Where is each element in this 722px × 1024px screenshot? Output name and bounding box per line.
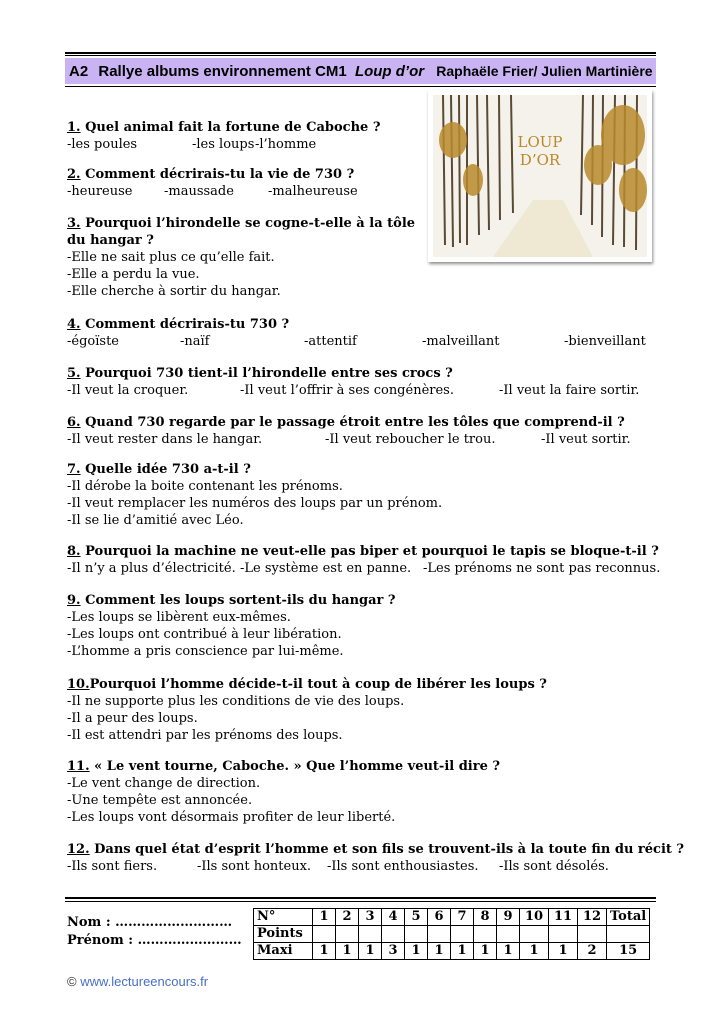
answer-option: -Il dérobe la boite contenant les prénoms. [67, 479, 343, 494]
table-cell: 1 [549, 943, 578, 960]
table-cell: 2 [578, 943, 607, 960]
answer-option: -Le vent change de direction. [67, 776, 261, 791]
table-cell: 1 [313, 909, 336, 926]
answer-option: -Ils sont enthousiastes. [327, 859, 479, 874]
question-number: 5. [67, 366, 81, 381]
question-number: 7. [67, 462, 81, 477]
table-cell: 1 [520, 943, 549, 960]
header-book-title: Loup d’or [354, 63, 425, 80]
student-identity [67, 914, 242, 950]
row-label: Points [254, 926, 313, 943]
answer-option: -Les loups ont contribué à leur libération. [67, 627, 342, 642]
question-6 [67, 414, 631, 448]
points-cell[interactable] [382, 926, 405, 943]
points-cell[interactable] [359, 926, 382, 943]
header-top-rule [65, 52, 656, 54]
table-cell: 6 [428, 909, 451, 926]
question-number: 11. [67, 759, 90, 774]
answer-option: -Il ne supporte plus les conditions de vie des loups. [67, 694, 405, 709]
answer-option: -Les prénoms ne sont pas reconnus. [423, 561, 661, 576]
points-cell[interactable] [313, 926, 336, 943]
table-cell: 7 [451, 909, 474, 926]
answer-option: -Une tempête est annoncée. [67, 793, 253, 808]
header-authors: Raphaële Frier/ Julien Martinière [436, 63, 653, 79]
answer-option: -malheureuse [268, 184, 358, 199]
question-text: Dans quel état d’esprit l’homme et son fils se trouvent-ils à la toute fin du récit ? [94, 842, 685, 857]
question-text: « Le vent tourne, Caboche. » Que l’homme veut-il dire ? [94, 759, 501, 774]
question-11 [67, 758, 500, 826]
table-cell: 3 [382, 943, 405, 960]
answer-option: -Il se lie d’amitié avec Léo. [67, 513, 244, 528]
answer-option: -les poules [67, 137, 138, 152]
answer-option: -Il veut la faire sortir. [499, 383, 640, 398]
answer-option: -attentif [304, 334, 357, 349]
points-cell[interactable] [520, 926, 549, 943]
question-9 [67, 592, 396, 660]
points-cell[interactable] [549, 926, 578, 943]
question-number: 9. [67, 593, 81, 608]
answer-option: -Il est attendri par les prénoms des loups. [67, 728, 343, 743]
table-cell: 1 [428, 943, 451, 960]
table-row [254, 926, 650, 943]
question-text: Quelle idée 730 a-t-il ? [85, 462, 251, 477]
question-4 [67, 316, 646, 350]
row-label: N° [254, 909, 313, 926]
answer-option: -Il a peur des loups. [67, 711, 198, 726]
question-2 [67, 166, 358, 200]
answer-option: -les loups [192, 137, 255, 152]
answer-option: -Il veut la croquer. [67, 383, 189, 398]
question-12 [67, 841, 684, 875]
answer-option: -Ils sont désolés. [499, 859, 609, 874]
score-table [253, 908, 650, 960]
row-label: Maxi [254, 943, 313, 960]
question-text-continued: du hangar ? [67, 233, 154, 248]
question-number: 10. [67, 677, 90, 692]
answer-option: -Il n’y a plus d’électricité. [67, 561, 236, 576]
question-5 [67, 365, 640, 399]
table-cell: 1 [359, 943, 382, 960]
answer-option: -égoïste [67, 334, 119, 349]
header-top-rule-thin [65, 55, 656, 56]
question-text: Pourquoi l’homme décide-t-il tout à coup de libérer les loups ? [89, 677, 547, 692]
points-cell[interactable] [336, 926, 359, 943]
question-text: Quand 730 regarde par le passage étroit entre les tôles que comprend-il ? [85, 415, 625, 430]
question-text: Pourquoi l’hirondelle se cogne-t-elle à la tôle [85, 216, 416, 231]
table-cell: 11 [549, 909, 578, 926]
question-number: 12. [67, 842, 90, 857]
answer-option: -Les loups se libèrent eux-mêmes. [67, 610, 291, 625]
answer-option: -maussade [164, 184, 234, 199]
question-text: Comment les loups sortent-ils du hangar ? [85, 593, 396, 608]
answer-option: -L’homme a pris conscience par lui-même. [67, 644, 344, 659]
question-3 [67, 215, 415, 300]
header-bar [65, 58, 656, 84]
answer-option: -Ils sont fiers. [67, 859, 158, 874]
table-cell: 1 [313, 943, 336, 960]
points-cell[interactable] [405, 926, 428, 943]
table-cell: 8 [474, 909, 497, 926]
answer-option: -heureuse [67, 184, 133, 199]
table-cell: 5 [405, 909, 428, 926]
answer-option: -Il veut remplacer les numéros des loups par un prénom. [67, 496, 443, 511]
answer-option: -Ils sont honteux. [197, 859, 312, 874]
table-row [254, 943, 650, 960]
answer-option: -Il veut l’offrir à ses congénères. [240, 383, 454, 398]
answer-option: -Les loups vont désormais profiter de leur liberté. [67, 810, 396, 825]
table-cell: 3 [359, 909, 382, 926]
points-cell[interactable] [451, 926, 474, 943]
table-cell: 1 [405, 943, 428, 960]
question-text: Pourquoi 730 tient-il l’hirondelle entre ses crocs ? [85, 366, 453, 381]
table-cell: 1 [474, 943, 497, 960]
footer-rule-thin [65, 901, 656, 902]
firstname-field[interactable]: Prénom : …………………… [67, 933, 242, 948]
cover-title-line1: LOUP [517, 133, 563, 151]
question-10 [67, 676, 547, 744]
question-number: 6. [67, 415, 81, 430]
header-bottom-rule [65, 86, 656, 87]
answer-option: -l’homme [255, 137, 317, 152]
table-cell: 4 [382, 909, 405, 926]
table-cell: Total [607, 909, 650, 926]
question-number: 4. [67, 317, 81, 332]
answer-option: -Il veut rester dans le hangar. [67, 432, 263, 447]
table-cell: 10 [520, 909, 549, 926]
question-7 [67, 461, 442, 529]
points-cell[interactable] [428, 926, 451, 943]
question-text: Quel animal fait la fortune de Caboche ? [85, 120, 381, 135]
answer-option: -bienveillant [564, 334, 646, 349]
question-number: 2. [67, 167, 81, 182]
header-title: Rallye albums environnement CM1 [98, 63, 347, 80]
question-number: 3. [67, 216, 81, 231]
question-number: 1. [67, 120, 81, 135]
question-1 [67, 119, 380, 153]
answer-option: -Elle a perdu la vue. [67, 267, 200, 282]
footer-rule [65, 897, 656, 899]
table-cell: 1 [451, 943, 474, 960]
question-number: 8. [67, 544, 81, 559]
header-code: A2 [69, 63, 89, 80]
points-cell[interactable] [474, 926, 497, 943]
points-total-cell[interactable] [607, 926, 650, 943]
answer-option: -Il veut sortir. [541, 432, 631, 447]
table-cell: 12 [578, 909, 607, 926]
answer-option: -Il veut reboucher le trou. [325, 432, 496, 447]
answer-option: -Elle ne sait plus ce qu’elle fait. [67, 250, 275, 265]
answer-option: -Elle cherche à sortir du hangar. [67, 284, 281, 299]
table-cell: 15 [607, 943, 650, 960]
table-cell: 2 [336, 909, 359, 926]
website-link[interactable]: www.lectureencours.fr [80, 974, 209, 989]
question-text: Comment décrirais-tu 730 ? [85, 317, 290, 332]
name-field[interactable]: Nom : ……………………… [67, 915, 233, 930]
answer-option: -naïf [180, 334, 210, 349]
copyright-symbol: © [67, 974, 77, 989]
table-cell: 1 [497, 943, 520, 960]
copyright-footer [67, 974, 208, 989]
question-text: Pourquoi la machine ne veut-elle pas biper et pourquoi le tapis se bloque-t-il ? [85, 544, 659, 559]
table-cell: 1 [336, 943, 359, 960]
question-text: Comment décrirais-tu la vie de 730 ? [85, 167, 355, 182]
points-cell[interactable] [578, 926, 607, 943]
question-8 [67, 543, 659, 577]
book-cover-image [428, 90, 652, 262]
answer-option: -malveillant [422, 334, 500, 349]
points-cell[interactable] [497, 926, 520, 943]
table-cell: 9 [497, 909, 520, 926]
table-row [254, 909, 650, 926]
cover-title-line2: D’OR [519, 151, 561, 169]
answer-option: -Le système est en panne. [240, 561, 412, 576]
